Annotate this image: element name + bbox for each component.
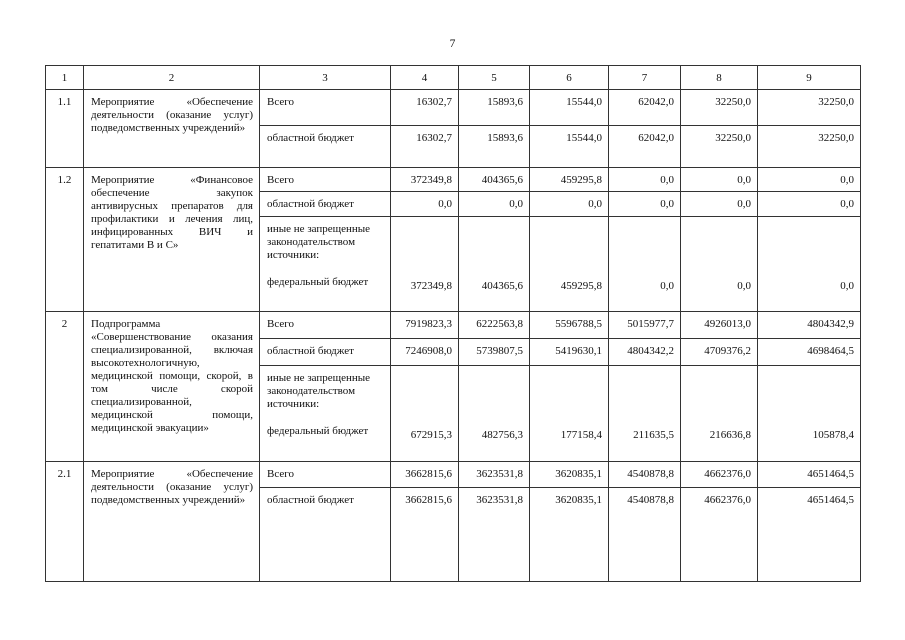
value-cell: 16302,7 xyxy=(391,126,459,168)
value-cell: 177158,4 xyxy=(530,366,609,462)
value-cell: 4926013,0 xyxy=(681,312,758,339)
header-row xyxy=(46,66,861,90)
table-row xyxy=(46,168,861,192)
value-cell: 32250,0 xyxy=(681,126,758,168)
row-title: Мероприятие «Обеспечение деятельности (оказание услуг) подведомственных учреждений» xyxy=(84,90,260,168)
value-cell: 404365,6 xyxy=(459,168,530,192)
value-cell: 4662376,0 xyxy=(681,462,758,488)
header-cell: 9 xyxy=(758,66,861,90)
header-cell: 1 xyxy=(46,66,84,90)
value-cell: 7246908,0 xyxy=(391,339,459,366)
row-number: 2.1 xyxy=(46,462,84,582)
value-cell: 5419630,1 xyxy=(530,339,609,366)
table-row xyxy=(46,90,861,126)
row-title: Подпрограмма «Совершенствование оказания специализированной, включая высокотехнологичную, медицинской помощи, скорой, в том числе скорой специализированной, медицинской помощи, медицинской эвакуации» xyxy=(84,312,260,462)
value-cell: 4698464,5 xyxy=(758,339,861,366)
value-cell: 372349,8 xyxy=(391,168,459,192)
value-cell: 459295,8 xyxy=(530,217,609,312)
table-row xyxy=(46,462,861,488)
budget-table xyxy=(45,65,861,582)
value-cell: 105878,4 xyxy=(758,366,861,462)
row-number: 1.2 xyxy=(46,168,84,312)
value-cell: 4540878,8 xyxy=(609,488,681,582)
value-cell: 459295,8 xyxy=(530,168,609,192)
value-cell: 4651464,5 xyxy=(758,488,861,582)
value-cell: 0,0 xyxy=(758,168,861,192)
row-label: Всего xyxy=(260,168,391,192)
value-cell: 0,0 xyxy=(758,217,861,312)
value-cell: 5015977,7 xyxy=(609,312,681,339)
header-cell: 6 xyxy=(530,66,609,90)
value-cell: 482756,3 xyxy=(459,366,530,462)
value-cell: 4709376,2 xyxy=(681,339,758,366)
value-cell: 0,0 xyxy=(391,192,459,217)
value-cell: 3623531,8 xyxy=(459,488,530,582)
value-cell: 3620835,1 xyxy=(530,462,609,488)
value-cell: 404365,6 xyxy=(459,217,530,312)
value-cell: 0,0 xyxy=(758,192,861,217)
row-label: областной бюджет xyxy=(260,488,391,582)
value-cell: 4540878,8 xyxy=(609,462,681,488)
value-cell: 7919823,3 xyxy=(391,312,459,339)
value-cell: 62042,0 xyxy=(609,90,681,126)
value-cell: 15544,0 xyxy=(530,90,609,126)
other-sources-label: иные не запрещенные законодательством источники: xyxy=(267,223,371,261)
value-cell: 0,0 xyxy=(681,192,758,217)
header-cell: 3 xyxy=(260,66,391,90)
value-cell: 372349,8 xyxy=(391,217,459,312)
funding-sources-cell xyxy=(260,366,391,462)
header-cell: 2 xyxy=(84,66,260,90)
value-cell: 4662376,0 xyxy=(681,488,758,582)
value-cell: 32250,0 xyxy=(681,90,758,126)
value-cell: 15893,6 xyxy=(459,126,530,168)
value-cell: 3623531,8 xyxy=(459,462,530,488)
value-cell: 15893,6 xyxy=(459,90,530,126)
row-number: 1.1 xyxy=(46,90,84,168)
value-cell: 3620835,1 xyxy=(530,488,609,582)
value-cell: 62042,0 xyxy=(609,126,681,168)
header-cell: 7 xyxy=(609,66,681,90)
row-title: Мероприятие «Финансовое обеспечение закупок антивирусных препаратов для профилактики и лечения лиц, инфицированных ВИЧ и гепатитами В и С» xyxy=(84,168,260,312)
value-cell: 3662815,6 xyxy=(391,488,459,582)
value-cell: 672915,3 xyxy=(391,366,459,462)
value-cell: 5739807,5 xyxy=(459,339,530,366)
other-sources-label: иные не запрещенные законодательством источники: xyxy=(267,372,371,410)
value-cell: 0,0 xyxy=(681,217,758,312)
value-cell: 0,0 xyxy=(459,192,530,217)
value-cell: 15544,0 xyxy=(530,126,609,168)
row-label: Всего xyxy=(260,90,391,126)
value-cell: 4804342,2 xyxy=(609,339,681,366)
value-cell: 0,0 xyxy=(609,168,681,192)
row-label: Всего xyxy=(260,462,391,488)
value-cell: 4804342,9 xyxy=(758,312,861,339)
row-label: областной бюджет xyxy=(260,126,391,168)
row-label: областной бюджет xyxy=(260,192,391,217)
value-cell: 0,0 xyxy=(609,217,681,312)
value-cell: 0,0 xyxy=(681,168,758,192)
value-cell: 0,0 xyxy=(530,192,609,217)
row-title: Мероприятие «Обеспечение деятельности (оказание услуг) подведомственных учреждений» xyxy=(84,462,260,582)
funding-sources-cell xyxy=(260,217,391,312)
value-cell: 6222563,8 xyxy=(459,312,530,339)
table-row xyxy=(46,312,861,339)
value-cell: 32250,0 xyxy=(758,126,861,168)
value-cell: 211635,5 xyxy=(609,366,681,462)
row-number: 2 xyxy=(46,312,84,462)
value-cell: 16302,7 xyxy=(391,90,459,126)
page-number: 7 xyxy=(449,38,456,50)
row-label: Всего xyxy=(260,312,391,339)
header-cell: 8 xyxy=(681,66,758,90)
value-cell: 0,0 xyxy=(609,192,681,217)
federal-budget-label: федеральный бюджет xyxy=(267,276,369,288)
federal-budget-label: федеральный бюджет xyxy=(267,425,369,437)
value-cell: 5596788,5 xyxy=(530,312,609,339)
header-cell: 5 xyxy=(459,66,530,90)
header-cell: 4 xyxy=(391,66,459,90)
value-cell: 4651464,5 xyxy=(758,462,861,488)
value-cell: 216636,8 xyxy=(681,366,758,462)
value-cell: 3662815,6 xyxy=(391,462,459,488)
value-cell: 32250,0 xyxy=(758,90,861,126)
row-label: областной бюджет xyxy=(260,339,391,366)
